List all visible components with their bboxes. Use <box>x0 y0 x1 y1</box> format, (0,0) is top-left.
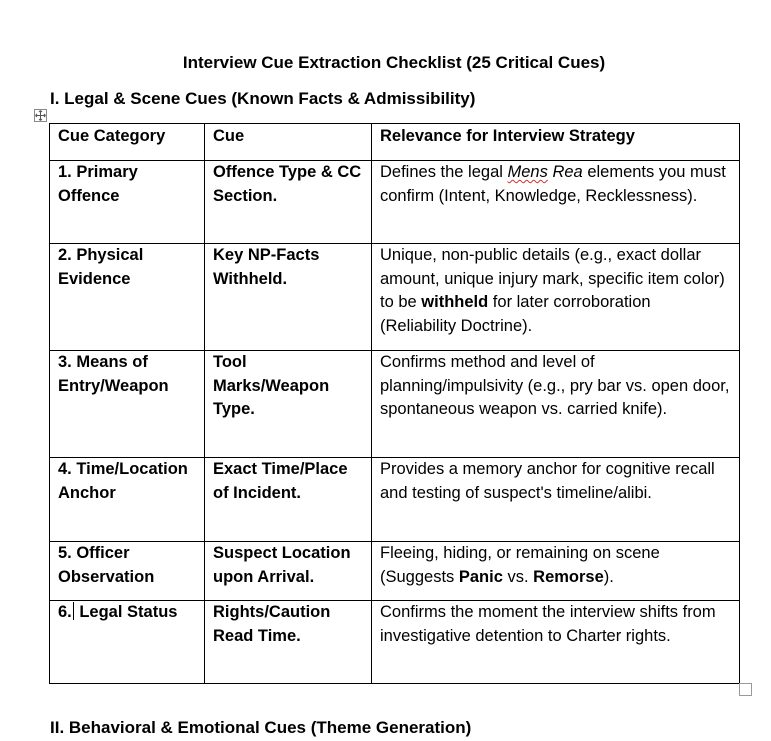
table-row <box>50 601 740 684</box>
table-row <box>50 161 740 244</box>
text-cursor <box>73 602 74 620</box>
cell-category[interactable]: 1. Primary Offence <box>50 161 205 244</box>
cell-relevance[interactable]: Confirms the moment the interview shifts from investigative detention to Charter rights. <box>372 601 740 684</box>
category-number: 6. <box>58 603 72 621</box>
relevance-bold: withheld <box>421 293 489 311</box>
cell-cue[interactable]: Offence Type & CC Section. <box>205 161 372 244</box>
cell-category[interactable]: 3. Means of Entry/Weapon <box>50 351 205 458</box>
cell-relevance[interactable] <box>372 161 740 244</box>
table-row <box>50 351 740 458</box>
cell-cue[interactable]: Key NP-Facts Withheld. <box>205 244 372 351</box>
section-heading-legal-scene: I. Legal & Scene Cues (Known Facts & Admissibility) <box>50 89 476 108</box>
relevance-text: Fleeing, hiding, or remaining on scene (Suggests <box>380 544 660 586</box>
cell-relevance[interactable]: Confirms method and level of planning/impulsivity (e.g., pry bar vs. open door, spontaneous weapon vs. carried knife). <box>372 351 740 458</box>
relevance-bold: Remorse <box>533 567 604 586</box>
table-move-handle-icon[interactable] <box>34 109 47 122</box>
category-text: Legal Status <box>74 603 178 621</box>
document-title: Interview Cue Extraction Checklist (25 Critical Cues) <box>182 53 606 72</box>
cell-cue[interactable]: Rights/Caution Read Time. <box>205 601 372 684</box>
cell-relevance[interactable] <box>372 542 740 601</box>
table-row <box>50 244 740 351</box>
cell-category[interactable]: 2. Physical Evidence <box>50 244 205 351</box>
relevance-text: for later corroboration (Reliability Doctrine). <box>380 293 651 335</box>
cell-relevance[interactable] <box>372 244 740 351</box>
header-cue: Cue <box>205 124 372 161</box>
header-relevance: Relevance for Interview Strategy <box>372 124 740 161</box>
table-row <box>50 458 740 542</box>
section-heading-behavioral: II. Behavioral & Emotional Cues (Theme Generation) <box>50 718 472 737</box>
relevance-italic: Rea <box>552 163 583 181</box>
relevance-text: vs. <box>502 567 534 586</box>
cell-cue[interactable]: Exact Time/Place of Incident. <box>205 458 372 542</box>
table-resize-handle[interactable] <box>739 683 752 696</box>
relevance-italic-spellcheck[interactable]: Mens <box>507 163 548 181</box>
cell-category[interactable] <box>50 601 205 684</box>
cell-relevance[interactable]: Provides a memory anchor for cognitive recall and testing of suspect's timeline/alibi. <box>372 458 740 542</box>
cell-cue[interactable]: Tool Marks/Weapon Type. <box>205 351 372 458</box>
header-cue-category: Cue Category <box>50 124 205 161</box>
table-header-row <box>50 124 740 161</box>
relevance-text: Defines the legal <box>380 163 508 181</box>
cell-category[interactable]: 4. Time/Location Anchor <box>50 458 205 542</box>
relevance-text: Unique, non-public details (e.g., exact dollar amount, unique injury mark, specific item color) to be <box>380 246 725 311</box>
relevance-bold: Panic <box>458 567 503 586</box>
cue-checklist-table <box>49 123 740 684</box>
table-row <box>50 542 740 601</box>
relevance-text: elements you must confirm (Intent, Knowledge, Recklessness). <box>380 163 726 205</box>
cell-category[interactable]: 5. Officer Observation <box>50 542 205 601</box>
cell-cue[interactable]: Suspect Location upon Arrival. <box>205 542 372 601</box>
relevance-text: ). <box>603 567 614 586</box>
